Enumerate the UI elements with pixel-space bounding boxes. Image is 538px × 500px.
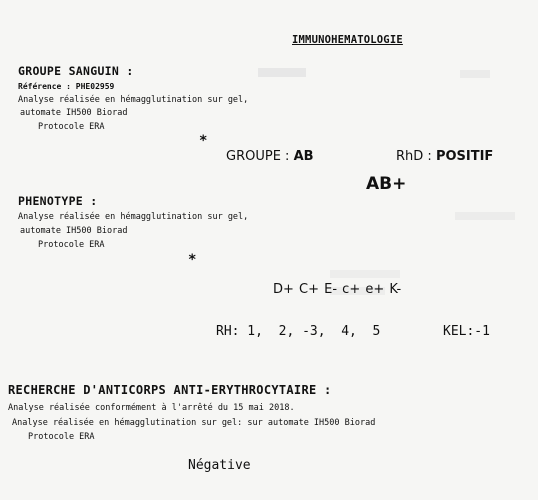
group-label: GROUPE : [226, 149, 294, 164]
phenotype-heading: PHENOTYPE : [18, 194, 98, 208]
group-value: AB [293, 149, 314, 164]
phenotype-protocol: Protocole ERA [38, 240, 105, 250]
rhd-label: RhD : [396, 149, 436, 164]
blood-group-heading: GROUPE SANGUIN : [18, 64, 134, 78]
blood-group-method-line1: Analyse réalisée en hémagglutination sur gel, [18, 95, 249, 105]
report-section-title: IMMUNOHEMATOLOGIE [292, 34, 403, 46]
blood-group-summary: AB+ [366, 174, 407, 194]
rhd-value: POSITIF [435, 149, 494, 164]
show-through-mark [455, 212, 515, 220]
phenotype-method-line1: Analyse réalisée en hémagglutination sur gel, [18, 212, 249, 222]
show-through-mark [258, 68, 306, 77]
blood-group-marker: * [199, 133, 208, 149]
blood-group-protocol: Protocole ERA [38, 122, 105, 132]
phenotype-method-line2: automate IH500 Biorad [20, 226, 128, 236]
phenotype-marker: * [188, 252, 197, 268]
antibody-protocol: Protocole ERA [28, 432, 95, 442]
antibody-method-line2: Analyse réalisée en hémagglutination sur gel: sur automate IH500 Biorad [12, 418, 376, 428]
rhd-result [396, 149, 493, 164]
blood-group-reference: Référence : PHE02959 [18, 82, 115, 91]
antibody-result: Négative [188, 458, 251, 473]
blood-group-method-line2: automate IH500 Biorad [20, 108, 128, 118]
antibody-method-line1: Analyse réalisée conformément à l'arrêté du 15 mai 2018. [8, 403, 295, 413]
group-result [226, 149, 314, 164]
kel-formula: KEL:-1 [443, 324, 490, 339]
antibody-heading: RECHERCHE D'ANTICORPS ANTI-ERYTHROCYTAIRE : [8, 383, 332, 397]
rh-formula: RH: 1, 2, -3, 4, 5 [216, 324, 381, 339]
show-through-mark [460, 70, 490, 78]
show-through-mark [330, 270, 400, 278]
phenotype-antigens: D+ C+ E- c+ e+ K- [273, 282, 402, 297]
